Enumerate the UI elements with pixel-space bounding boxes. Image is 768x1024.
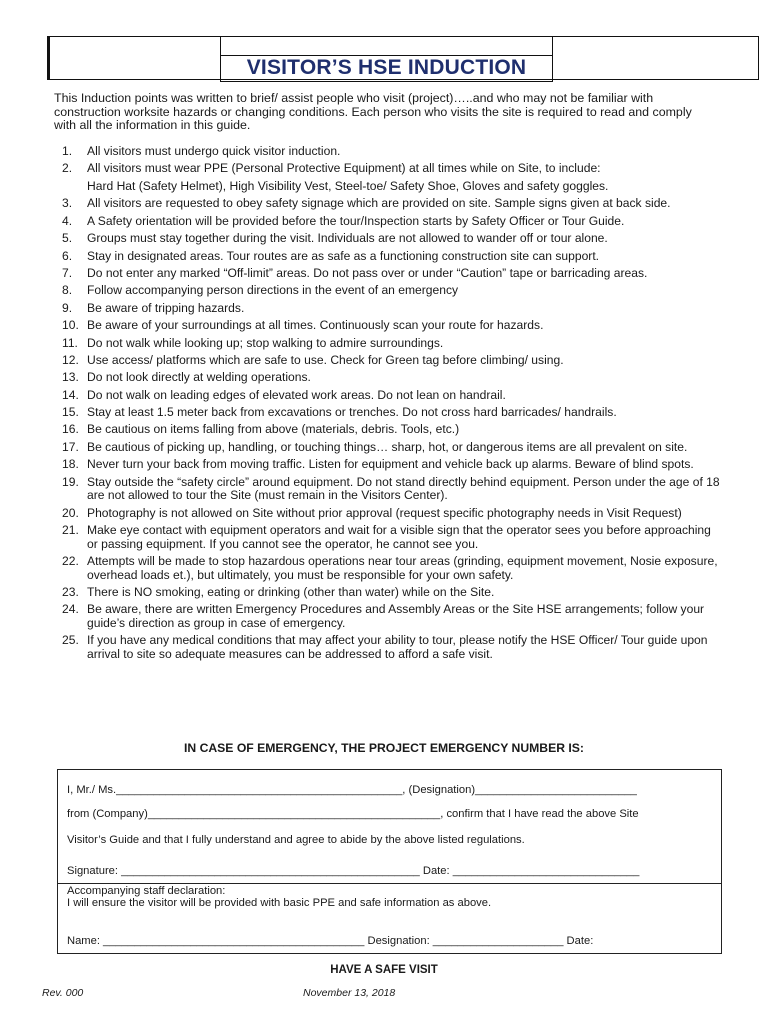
rule-text: All visitors must wear PPE (Personal Protective Equipment) at all times while on Site, to include:: [87, 161, 601, 176]
rule-number: 5.: [62, 231, 73, 246]
rule-text: Stay outside the “safety circle” around equipment. Do not stand directly behind equipment. Person under the age of 18 are not allowed to tour the Site (must remain in the Visitors Center).: [87, 474, 720, 503]
rule-item: [62, 458, 722, 472]
rule-text: Be aware, there are written Emergency Procedures and Assembly Areas or the Site HSE arrangements; follow your guide’s direction as group in case of emergency.: [87, 602, 705, 630]
rule-text: A Safety orientation will be provided before the tour/Inspection starts by Safety Officer or Tour Guide.: [87, 213, 625, 228]
rule-item: [62, 371, 722, 385]
rule-number: 1.: [62, 144, 73, 158]
rule-item: [62, 603, 722, 630]
rule-text: There is NO smoking, eating or drinking (other than water) while on the Site.: [87, 584, 495, 599]
rule-text: Never turn your back from moving traffic. Listen for equipment and vehicle back up alarms. Beware of blind spots.: [87, 457, 694, 472]
rule-number: 13.: [62, 370, 79, 385]
rule-item: [62, 250, 722, 264]
rule-item: [62, 319, 722, 333]
declaration-divider: [58, 883, 721, 884]
closing-message: HAVE A SAFE VISIT: [330, 964, 438, 976]
declaration-signature-line[interactable]: Signature: ________________________________________________ Date: ______________________________: [67, 865, 640, 877]
rule-number: 25.: [62, 633, 79, 648]
rule-text: Stay at least 1.5 meter back from excavations or trenches. Do not cross hard barricades/ handrails.: [87, 405, 617, 420]
rule-subtext: Hard Hat (Safety Helmet), High Visibility Vest, Steel-toe/ Safety Shoe, Gloves and safety goggles.: [87, 178, 609, 193]
rule-text: Attempts will be made to stop hazardous operations near tour areas (grinding, equipment movement, Nosie exposure, overhead loads et.), but ultimately, you must be responsible for your own safety.: [87, 553, 718, 582]
rule-number: 8.: [62, 283, 73, 298]
rule-item: [62, 197, 722, 211]
rule-item: [62, 145, 722, 159]
rule-text: All visitors must undergo quick visitor induction.: [87, 144, 341, 158]
rule-text: Be aware of your surroundings at all times. Continuously scan your route for hazards.: [87, 318, 544, 333]
rule-text: If you have any medical conditions that may affect your ability to tour, please notify the HSE Officer/ Tour guide upon arrival to site so adequate measures can be addressed to afford a safe visit.: [87, 633, 708, 661]
rule-item: [62, 441, 722, 455]
rule-item: [62, 354, 722, 368]
rule-number: 7.: [62, 265, 73, 280]
rule-number: 2.: [62, 161, 73, 176]
rule-text: Do not walk while looking up; stop walking to admire surroundings.: [87, 335, 444, 350]
rule-item: [62, 524, 722, 551]
staff-signoff-line[interactable]: Name: __________________________________________ Designation: _____________________ Date:: [67, 935, 594, 947]
rule-text: All visitors are requested to obey safety signage which are provided on site. Sample signs given at back side.: [87, 196, 671, 211]
declaration-company-line[interactable]: from (Company)_______________________________________________, confirm that I have read the above Site: [67, 808, 639, 820]
rule-number: 14.: [62, 387, 79, 402]
rule-number: 9.: [62, 300, 73, 315]
declaration-name-line[interactable]: I, Mr./ Ms.______________________________________________, (Designation)__________________________: [67, 784, 637, 796]
rule-number: 12.: [62, 352, 79, 367]
rule-number: 6.: [62, 248, 73, 263]
rule-number: 21.: [62, 523, 79, 537]
rule-number: 17.: [62, 439, 79, 454]
rule-text: Photography is not allowed on Site without prior approval (request specific photography needs in Visit Request): [87, 505, 682, 520]
rule-number: 15.: [62, 405, 79, 420]
rule-text: Do not enter any marked “Off-limit” areas. Do not pass over or under “Caution” tape or barricading areas.: [87, 265, 648, 280]
rule-item: [62, 586, 722, 600]
rule-item: [62, 337, 722, 351]
rule-text: Be cautious on items falling from above (materials, debris. Tools, etc.): [87, 422, 460, 437]
rules-list: [62, 145, 722, 665]
rule-item: [62, 476, 722, 503]
rule-text: Use access/ platforms which are safe to use. Check for Green tag before climbing/ using.: [87, 352, 564, 367]
document-date: November 13, 2018: [303, 987, 396, 999]
rule-text: Do not walk on leading edges of elevated work areas. Do not lean on handrail.: [87, 387, 506, 402]
staff-declaration-text: I will ensure the visitor will be provided with basic PPE and safe information as above.: [67, 897, 492, 909]
rule-item: [62, 267, 722, 281]
rule-item: [62, 302, 722, 316]
rule-number: 19.: [62, 474, 79, 489]
rule-number: 11.: [62, 335, 78, 350]
rule-item: [62, 507, 722, 521]
rule-number: 10.: [62, 318, 79, 333]
rule-number: 3.: [62, 196, 73, 211]
rule-number: 4.: [62, 213, 73, 228]
rule-text: Groups must stay together during the visit. Individuals are not allowed to wander off or tour alone.: [87, 231, 608, 246]
rule-text: Be cautious of picking up, handling, or touching things… sharp, hot, or dangerous items are all prevalent on site.: [87, 439, 688, 454]
intro-paragraph: This Induction points was written to brief/ assist people who visit (project)…..and who may not be familiar with construction worksite hazards or changing conditions. Each person who visits the site is required to read and comply with all the information in this guide.: [54, 91, 692, 132]
declaration-box: [57, 769, 722, 954]
rule-number: 18.: [62, 457, 79, 472]
rule-text: Stay in designated areas. Tour routes are as safe as a functioning construction site can support.: [87, 248, 600, 263]
revision-label: Rev. 000: [42, 987, 84, 999]
rule-item: [62, 162, 722, 193]
rule-item: [62, 284, 722, 298]
rule-number: 16.: [62, 422, 79, 437]
rule-text: Do not look directly at welding operations.: [87, 370, 311, 385]
rule-text: Be aware of tripping hazards.: [87, 300, 245, 315]
rule-number: 23.: [62, 584, 79, 599]
rule-item: [62, 634, 722, 661]
rule-text: Make eye contact with equipment operators and wait for a visible sign that the operator sees you before approaching or passing equipment. If you cannot see the operator, he cannot see you.: [87, 523, 711, 551]
rule-number: 22.: [62, 553, 79, 568]
rule-number: 20.: [62, 505, 79, 520]
staff-declaration-title: Accompanying staff declaration:: [67, 885, 226, 897]
rule-number: 24.: [62, 602, 79, 617]
rule-item: [62, 555, 722, 582]
emergency-number-heading: IN CASE OF EMERGENCY, THE PROJECT EMERGENCY NUMBER IS:: [184, 741, 584, 755]
rule-item: [62, 423, 722, 437]
declaration-statement: Visitor’s Guide and that I fully understand and agree to abide by the above listed regulations.: [67, 834, 525, 846]
rule-item: [62, 389, 722, 403]
rule-item: [62, 232, 722, 246]
page-title: VISITOR’S HSE INDUCTION: [246, 56, 527, 79]
rule-text: Follow accompanying person directions in the event of an emergency: [87, 283, 459, 298]
rule-item: [62, 406, 722, 420]
rule-item: [62, 215, 722, 229]
